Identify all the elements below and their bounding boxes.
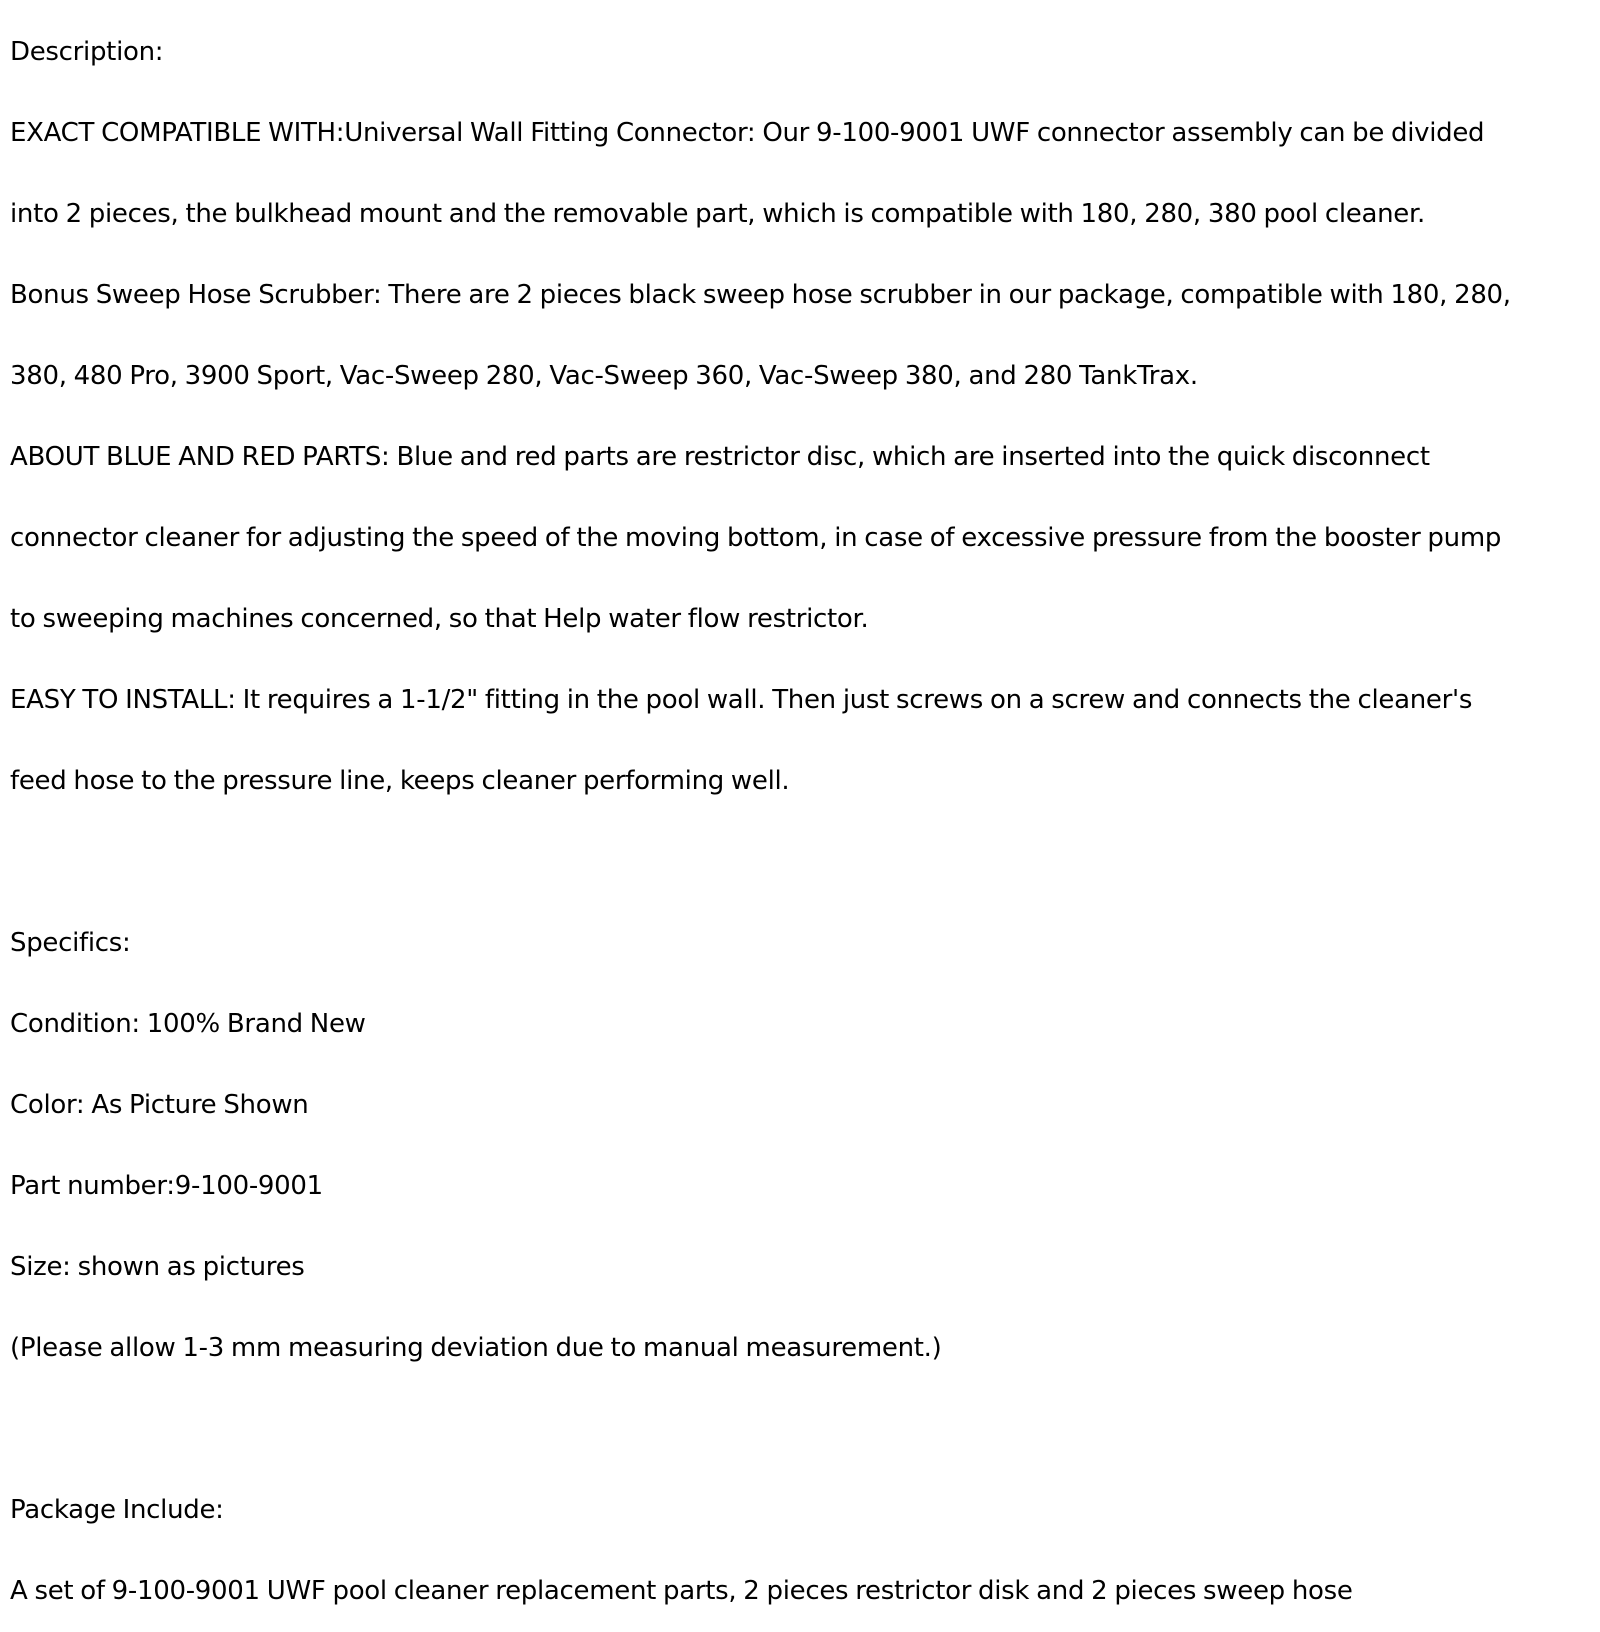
specifics-line: Condition: 100% Brand New — [10, 1009, 366, 1039]
description-line: EASY TO INSTALL: It requires a 1-1/2" fitting in the pool wall. Then just screws on a screw and connects the cleaner's — [10, 685, 1473, 715]
specifics-heading: Specifics: — [10, 928, 131, 958]
description-line: connector cleaner for adjusting the speed of the moving bottom, in case of excessive pressure from the booster pump — [10, 523, 1502, 553]
specifics-line: Color: As Picture Shown — [10, 1090, 309, 1120]
specifics-line: Size: shown as pictures — [10, 1252, 305, 1282]
description-line: EXACT COMPATIBLE WITH:Universal Wall Fitting Connector: Our 9-100-9001 UWF connector assembly can be divided — [10, 118, 1485, 148]
package-heading: Package Include: — [10, 1495, 224, 1525]
package-line: A set of 9-100-9001 UWF pool cleaner replacement parts, 2 pieces restrictor disk and 2 pieces sweep hose — [10, 1576, 1353, 1606]
document-body — [10, 12, 1590, 1632]
description-line: 380, 480 Pro, 3900 Sport, Vac-Sweep 280, Vac-Sweep 360, Vac-Sweep 380, and 280 TankTrax. — [10, 361, 1198, 391]
spacer — [10, 1389, 1590, 1470]
description-line: into 2 pieces, the bulkhead mount and the removable part, which is compatible with 180, 280, 380 pool cleaner. — [10, 199, 1425, 229]
description-line: ABOUT BLUE AND RED PARTS: Blue and red parts are restrictor disc, which are inserted into the quick disconnect — [10, 442, 1430, 472]
description-heading: Description: — [10, 37, 164, 67]
spacer — [10, 822, 1590, 903]
description-line: to sweeping machines concerned, so that Help water flow restrictor. — [10, 604, 869, 634]
description-line: Bonus Sweep Hose Scrubber: There are 2 pieces black sweep hose scrubber in our package, compatible with 180, 280, — [10, 280, 1511, 310]
specifics-line: Part number:9-100-9001 — [10, 1171, 323, 1201]
description-line: feed hose to the pressure line, keeps cleaner performing well. — [10, 766, 790, 796]
specifics-line: (Please allow 1-3 mm measuring deviation due to manual measurement.) — [10, 1333, 942, 1363]
